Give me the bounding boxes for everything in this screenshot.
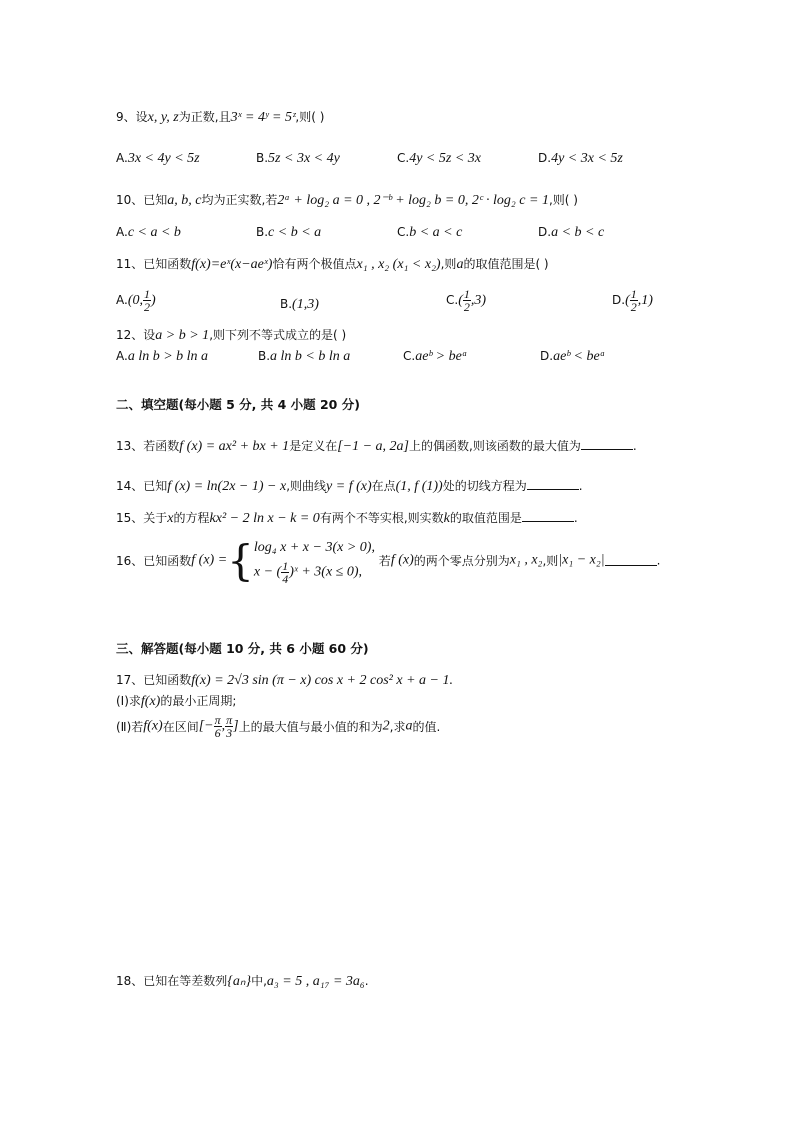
- question-9-option-a: A.3x < 4y < 5z: [116, 151, 200, 166]
- question-11-stem: 11、已知函数f(x)=eˣ(x−aeˣ)恰有两个极值点x₁ , x₂ (x₁ < x₂),则a的取值范围是( ): [116, 257, 549, 272]
- question-12-option-c: C.aeᵇ > beᵃ: [403, 349, 468, 364]
- piecewise-cases: log₄ x + x − 3(x > 0), x − ( $\frac{1}{4}$ )ˣ + 3(x ≤ 0),: [253, 540, 375, 586]
- question-13: 13、若函数f (x) = ax² + bx + 1是定义在[−1 − a, 2a]上的偶函数,则该函数的最大值为 .: [116, 439, 637, 454]
- answer-blank: [522, 511, 574, 522]
- question-10-stem: 10、已知a, b, c均为正实数,若2ᵃ + log₂ a = 0 , 2⁻ᵇ + log₂ b = 0, 2ᶜ · log₂ c = 1,则( ): [116, 193, 578, 208]
- question-9-stem: 9、设x, y, z为正数,且3ˣ = 4ʸ = 5ᶻ,则( ): [116, 110, 325, 125]
- question-11-option-c: C.( $\frac{1}{2}$ ,3): [446, 287, 487, 314]
- left-brace: {: [227, 535, 254, 585]
- question-15: 15、关于x的方程kx² − 2 ln x − k = 0有两个不等实根,则实数k的取值范围是 .: [116, 511, 578, 526]
- question-11-option-a: A.(0, $\frac{1}{2}$ ): [116, 287, 156, 314]
- question-17-part-2: (Ⅱ)若f(x)在区间[− $\frac{\pi}{6}$ , $\frac{\pi}{3}$ ]上的最大值与最小值的和为2,求a的值.: [116, 713, 441, 740]
- question-12-option-b: B.a ln b < b ln a: [258, 349, 351, 364]
- question-14: 14、已知f (x) = ln(2x − 1) − x,则曲线y = f (x)在点(1, f (1))处的切线方程为 .: [116, 479, 583, 494]
- question-11-option-b: B.(1,3): [280, 297, 319, 312]
- question-17-part-1: (Ⅰ)求f(x)的最小正周期;: [116, 694, 237, 709]
- section-3-heading: 三、解答题(每小题 10 分, 共 6 小题 60 分): [116, 641, 369, 656]
- question-16: 16、已知函数f (x) ={ log₄ x + x − 3(x > 0), x − ( $\frac{1}{4}$ )ˣ + 3(x ≤ 0), 若f (x)的两个零点分别为x₁ , x₂,则|x₁ − x₂| .: [116, 535, 661, 586]
- question-12-option-a: A.a ln b > b ln a: [116, 349, 209, 364]
- question-11-option-d: D.( $\frac{1}{2}$ ,1): [612, 287, 653, 314]
- question-12-stem: 12、设a > b > 1,则下列不等式成立的是( ): [116, 328, 347, 343]
- question-10-option-d: D.a < b < c: [538, 225, 605, 240]
- question-12-option-d: D.aeᵇ < beᵃ: [540, 349, 606, 364]
- question-10-option-c: C.b < a < c: [397, 225, 463, 240]
- question-17-stem: 17、已知函数f(x) = 2√3 sin (π − x) cos x + 2 cos² x + a − 1.: [116, 673, 453, 688]
- question-10-option-a: A.c < a < b: [116, 225, 181, 240]
- question-9-option-b: B.5z < 3x < 4y: [256, 151, 340, 166]
- question-9-option-d: D.4y < 3x < 5z: [538, 151, 623, 166]
- section-2-heading: 二、填空题(每小题 5 分, 共 4 小题 20 分): [116, 397, 360, 412]
- answer-blank: [581, 439, 633, 450]
- question-10-option-b: B.c < b < a: [256, 225, 322, 240]
- answer-blank: [527, 479, 579, 490]
- question-9-option-c: C.4y < 5z < 3x: [397, 151, 481, 166]
- question-18-stem: 18、已知在等差数列{aₙ}中,a₃ = 5 , a₁₇ = 3a₆.: [116, 974, 369, 989]
- answer-blank: [605, 555, 657, 566]
